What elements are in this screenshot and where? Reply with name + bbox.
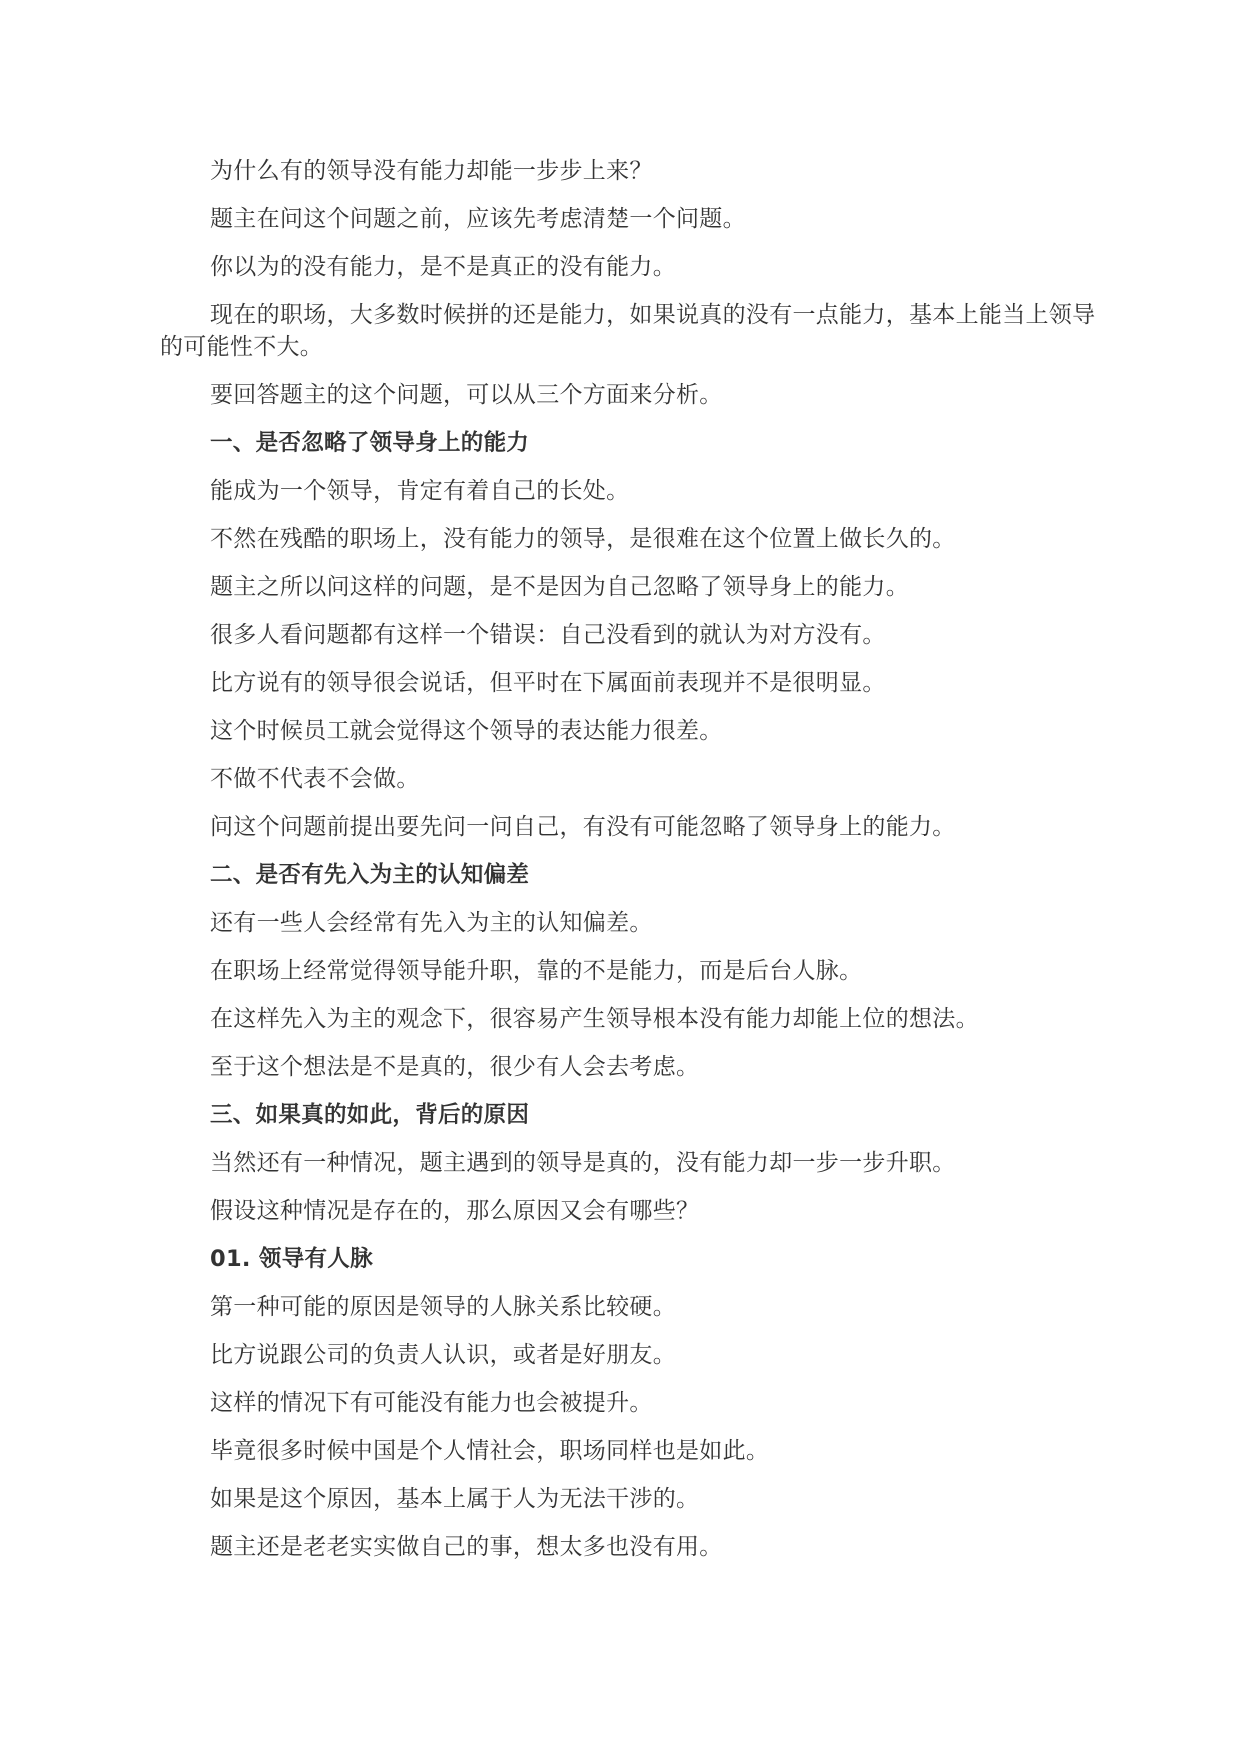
paragraph: 在这样先入为主的观念下，很容易产生领导根本没有能力却能上位的想法。 [210, 1006, 979, 1032]
paragraph: 要回答题主的这个问题，可以从三个方面来分析。 [210, 382, 723, 408]
section-heading: 二、是否有先入为主的认知偏差 [210, 862, 530, 888]
paragraph: 在职场上经常觉得领导能升职，靠的不是能力，而是后台人脉。 [210, 958, 863, 984]
paragraph: 不做不代表不会做。 [210, 766, 420, 792]
paragraph: 你以为的没有能力，是不是真正的没有能力。 [210, 254, 676, 280]
paragraph: 题主之所以问这样的问题，是不是因为自己忽略了领导身上的能力。 [210, 574, 909, 600]
paragraph: 题主还是老老实实做自己的事，想太多也没有用。 [210, 1534, 723, 1560]
section-heading: 三、如果真的如此，背后的原因 [210, 1102, 530, 1128]
paragraph: 至于这个想法是不是真的，很少有人会去考虑。 [210, 1054, 700, 1080]
paragraph: 毕竟很多时候中国是个人情社会，职场同样也是如此。 [210, 1438, 770, 1464]
paragraph: 能成为一个领导，肯定有着自己的长处。 [210, 478, 630, 504]
paragraph: 很多人看问题都有这样一个错误：自己没看到的就认为对方没有。 [210, 622, 886, 648]
document-body [160, 155, 1100, 1579]
paragraph: 不然在残酷的职场上，没有能力的领导，是很难在这个位置上做长久的。 [210, 526, 956, 552]
paragraph: 现在的职场，大多数时候拼的还是能力，如果说真的没有一点能力，基本上能当上领导的可能性不大。 [160, 302, 1096, 360]
paragraph: 这样的情况下有可能没有能力也会被提升。 [210, 1390, 653, 1416]
sub-heading: 01. 领导有人脉 [210, 1246, 373, 1272]
section-heading: 一、是否忽略了领导身上的能力 [210, 430, 530, 456]
paragraph: 这个时候员工就会觉得这个领导的表达能力很差。 [210, 718, 723, 744]
paragraph: 题主在问这个问题之前，应该先考虑清楚一个问题。 [210, 206, 746, 232]
paragraph: 比方说有的领导很会说话，但平时在下属面前表现并不是很明显。 [210, 670, 886, 696]
paragraph: 第一种可能的原因是领导的人脉关系比较硬。 [210, 1294, 676, 1320]
paragraph: 当然还有一种情况，题主遇到的领导是真的，没有能力却一步一步升职。 [210, 1150, 956, 1176]
paragraph: 如果是这个原因，基本上属于人为无法干涉的。 [210, 1486, 700, 1512]
paragraph: 问这个问题前提出要先问一问自己，有没有可能忽略了领导身上的能力。 [210, 814, 956, 840]
paragraph: 假设这种情况是存在的，那么原因又会有哪些？ [210, 1198, 700, 1224]
paragraph: 为什么有的领导没有能力却能一步步上来？ [210, 158, 653, 184]
paragraph: 还有一些人会经常有先入为主的认知偏差。 [210, 910, 653, 936]
paragraph: 比方说跟公司的负责人认识，或者是好朋友。 [210, 1342, 676, 1368]
